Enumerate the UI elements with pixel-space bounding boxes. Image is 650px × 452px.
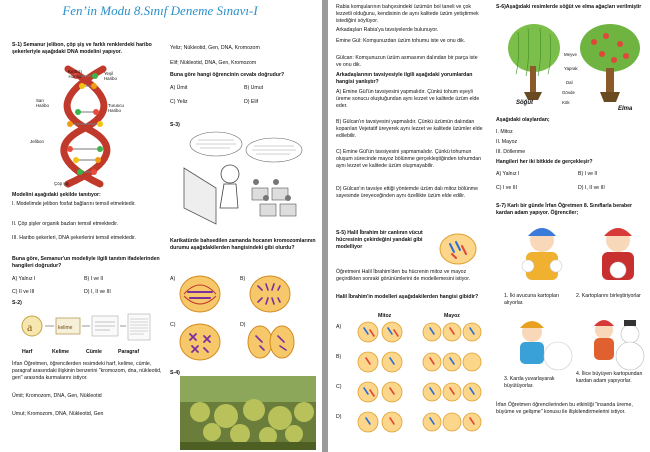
snow-kid-3 (508, 316, 574, 372)
q7-text: İrfan Öğretmen öğrencilerinden bu etkinliği "insanda üreme, büyüme ve gelişme" konusu ile ilişkilendirmelerini istiyor. (496, 402, 633, 415)
q2-option-b[interactable]: B) Umut (244, 85, 264, 91)
q6-option-d[interactable]: D) I, II ve III (578, 185, 605, 191)
q2-word-3: Cümle (86, 349, 102, 355)
q3-option-d[interactable]: D) (240, 322, 246, 328)
snow-kid-2 (588, 222, 648, 286)
q7-step-2: 2. Kartoplarını birleştiriyorlar (576, 293, 641, 299)
q3-option-c[interactable]: C) (170, 322, 176, 328)
q1-statement-3: III. Haribo şekerleri, DNA şekerlerini temsil etmektedir. (12, 235, 136, 241)
advice-option-a[interactable]: A) Emine Gül'ün tavsiyesini yapmalıdır. Çünkü tohum eşeyli üreme sonucu oluştuğundan aynı lezzet ve kalitede üzüm elde eder. (336, 89, 480, 109)
q1-option-b[interactable]: B) I ve II (84, 276, 104, 282)
advice-option-c[interactable]: C) Emine Gül'ün tavsiyesini yapmamalıdır. Çünkü tohumun oluşum sürecinde mayoz bölünme gerçekleştiğinden tohumdan aynı lezzet ve kalitede üzüm oluşmayabilir. (336, 149, 482, 169)
q2-answer-umut: Umut; Kromozom, DNA, Nükleotid, Gen (12, 411, 104, 417)
q5-option-a[interactable]: A) (336, 324, 342, 330)
dna-label-jelibon: Jelibon (30, 139, 44, 144)
q6-statement-1: I. Mitoz (496, 129, 513, 135)
q3-option-a[interactable]: A) (170, 276, 176, 282)
friends-paragraph: Arkadaşları Rabia'ya tavsiyelerde bulunuyor. (336, 27, 439, 33)
q3-option-b[interactable]: B) (240, 276, 246, 282)
dna-model-image (38, 64, 138, 190)
q5-label: S-5) Halil İbrahim bir canlının vücut hücresinin çekirdeğini yandaki gibi modelliyor (336, 230, 423, 250)
q3-text: Karikatürde bahsedilen zamanda hocanın kromozomlarının durumu aşağıdakilerden hangisindeki gibi olurdu? (170, 238, 316, 251)
page-right (328, 0, 650, 452)
dna-label-red: Kırmızı Haribo (68, 69, 82, 79)
tree-1-name: Söğüt (516, 100, 533, 106)
svg-text:a: a (27, 320, 33, 334)
dna-label-stick: Çöp şiş (54, 181, 69, 186)
q2-answer-elif: Elif; Nükleotid, DNA, Gen, Kromozom (170, 60, 257, 66)
q7-step-1: 1. İki avucuna kartopları alıyorlar. (504, 293, 560, 306)
rabia-paragraph: Rabia komşularının bahçesindeki üzümün bol taneli ve çok lezzetli olduğunu, kendisinin de aynı kalitede üzüm yetiştirmek istediğini söylüyor. (336, 4, 479, 24)
q6-option-c[interactable]: C) I ve III (496, 185, 518, 191)
q6-question: Hangileri her iki bitkide de gerçekleşir? (496, 159, 593, 165)
page-title: Fen’in Modu 8.Sınıf Deneme Sınavı-I (62, 3, 258, 18)
tree-2-name: Elma (618, 106, 633, 112)
snow-kid-1 (512, 222, 572, 286)
q3-label: S-3) (170, 122, 180, 128)
q2-word-2: Kelime (52, 349, 70, 355)
cell-option-c-image (178, 322, 222, 362)
q6-statement-3: III. Döllenme (496, 149, 526, 155)
q2-answer-yeliz: Yeliz; Nükleotid, Gen, DNA, Kromozom (170, 45, 260, 51)
dna-label-yellow: Sarı Haribo (36, 98, 49, 108)
tree-label-fruit: Meyve (564, 52, 577, 57)
tree-label-branch: Dal (566, 80, 573, 85)
tree-label-root: Kök (562, 100, 570, 105)
mitoz-heading: Mitoz (378, 313, 392, 319)
q2-word-1: Harf (22, 349, 33, 355)
q4-label: S-4) (170, 370, 180, 376)
grapes-photo (180, 376, 316, 450)
page-left (0, 0, 322, 452)
q5-option-d[interactable]: D) (336, 414, 342, 420)
mayoz-heading: Mayoz (444, 313, 460, 319)
q1-option-c[interactable]: C) II ve III (12, 289, 35, 295)
q5-text: Öğretmeni Halil İbrahim'den bu hücrenin mitoz ve mayoz geçirdikten sonraki görünümlerini de modellemesini istiyor. (336, 269, 471, 282)
q5-question: Halil İbrahim'in modelleri aşağıdakilerden hangisi gibidir? (336, 294, 479, 300)
q2-option-c[interactable]: C) Yeliz (170, 99, 188, 105)
advice-option-b[interactable]: B) Gülcan'ın tavsiyesini yapmalıdır. Çünkü üzümün dalından koparılan Vejetatif üreyerek aynı lezzet ve kalitede üzümler elde edilebilir. (336, 119, 483, 139)
q7-label: S-7) Karlı bir günde İrfan Öğretmen 8. Sınıflarla beraber kardan adam yapıyor. Öğrenciler; (496, 203, 633, 216)
dna-label-green: Yeşil Haribo (104, 71, 117, 81)
q7-step-4: 4. İlice büyüyen kartopundan kardan adam yapıyorlar. (576, 371, 643, 384)
q2-option-a[interactable]: A) Ümit (170, 85, 188, 91)
cell-option-d-image (246, 322, 296, 362)
q1-option-d[interactable]: D) I, II ve III (84, 289, 111, 295)
q2-text: İrfan Öğretmen, öğrencilerden resimdeki harf, kelime, cümle, paragraf arasındaki ilişkinin benzerini "kromozom, dna, nükleotid, gen" arasında kurmalarını istiyor. (12, 361, 162, 381)
q2-word-4: Paragraf (118, 349, 140, 355)
q6-statement-2: II. Mayoz (496, 139, 518, 145)
q2-question: Buna göre hangi öğrencinin cevabı doğrudur? (170, 72, 285, 78)
q1-intro: S-1) Semanur jelibon, çöp şiş ve farklı renklerdeki haribo şekerleriyle aşağıdaki DNA modelini yapıyor. (12, 42, 152, 55)
q5-option-c[interactable]: C) (336, 384, 342, 390)
q6-statements-head: Aşağıdaki olaylardan; (496, 117, 550, 123)
q6-option-b[interactable]: B) I ve II (578, 171, 598, 177)
gulcan-advice: Gülcan: Komşunuzun üzüm asmasının dalından bir parça iste ve onu dik. (336, 55, 478, 68)
emine-advice: Emine Gül: Komşunuzdan üzüm tohumu iste ve onu dik. (336, 38, 466, 44)
tree-label-leaf: Yaprak (564, 66, 578, 71)
q6-option-a[interactable]: A) Yalnız I (496, 171, 520, 177)
q6-label: S-6)Aşağıdaki resimlerde söğüt ve elma ağaçları verilmiştir (496, 4, 642, 10)
q2-option-d[interactable]: D) Elif (244, 99, 259, 105)
dna-label-orange: Turuncu Haribo (108, 103, 124, 113)
q1-statement-1: I. Modelimde jelibon fosfat bağlarını temsil etmektedir. (12, 201, 136, 207)
q2-label: S-2) (12, 300, 22, 306)
q7-step-3: 3. Karda yuvarlayarak büyütüyorlar. (504, 376, 555, 389)
q1-statements-head: Modelini aşağıdaki şekilde tanıtıyor: (12, 192, 101, 198)
q2-answer-umit: Ümit; Kromozom, DNA, Gen, Nükleotid (12, 393, 102, 399)
q1-question: Buna göre, Semanur'un modeliyle ilgili tanıtım ifadelerinden hangileri doğrudur? (12, 256, 160, 269)
cell-option-a-image (178, 274, 222, 314)
snowman-image (584, 314, 648, 374)
q5-options-cells (348, 320, 484, 448)
cartoon-image (176, 128, 310, 228)
trees-image (498, 18, 646, 110)
advice-option-d[interactable]: D) Gülcan'ın tavsiye ettiği yöntemde üzüm dalı mitoz bölünme sayesinde üreyeceğinden aynı özellikte üzüm elde edilir. (336, 186, 478, 199)
q5-cell-model (438, 232, 478, 266)
word-relation-image (18, 310, 152, 346)
q1-option-a[interactable]: A) Yalnız I (12, 276, 36, 282)
tree-label-trunk: Gövde (562, 90, 575, 95)
svg-text:kelime: kelime (58, 325, 73, 331)
advice-question: Arkadaşlarının tavsiyesiyle ilgili aşağıdaki yorumlardan hangisi yanlıştır? (336, 72, 473, 85)
q5-option-b[interactable]: B) (336, 354, 342, 360)
cell-option-b-image (248, 274, 292, 314)
q1-statement-2: II. Çöp şişler organik bazları temsil etmektedir. (12, 221, 119, 227)
